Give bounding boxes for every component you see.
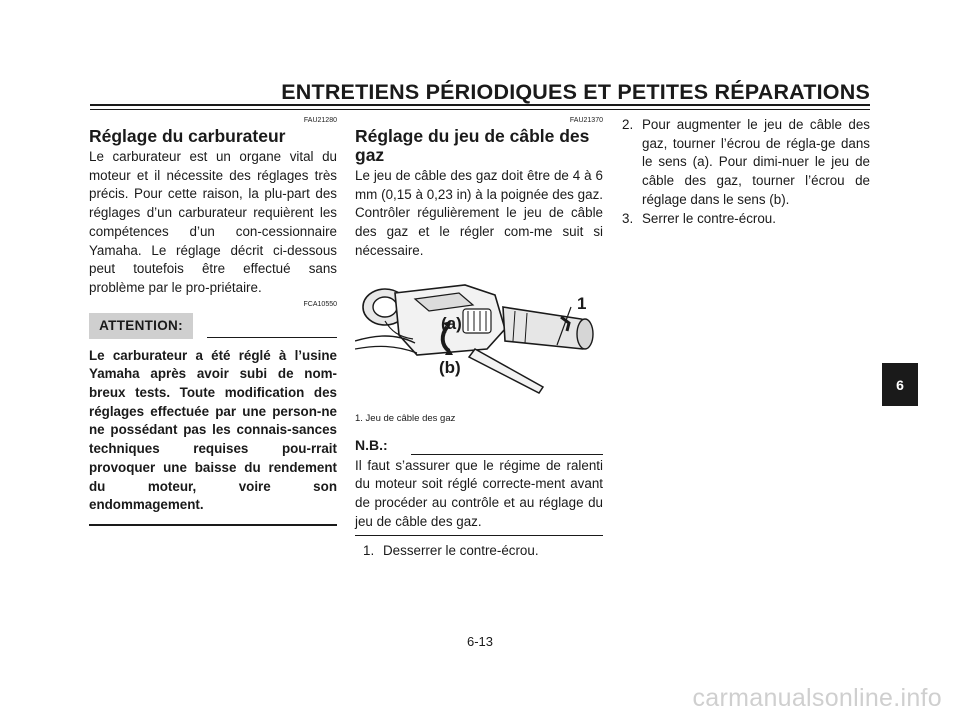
section-heading-carburetor: Réglage du carburateur bbox=[89, 126, 286, 146]
step-2-number: 2. bbox=[622, 117, 634, 132]
attention-end-rule bbox=[89, 524, 337, 526]
column-throttle-cable bbox=[355, 116, 603, 561]
chapter-tab: 6 bbox=[882, 363, 918, 406]
attention-header bbox=[89, 313, 337, 339]
throttle-grip-illustration bbox=[355, 271, 603, 407]
nb-label: N.B.: bbox=[355, 436, 388, 453]
nb-text: Il faut s’assurer que le régime de ralenti du moteur soit réglé correcte-ment avant de procéder au contrôle et au réglage du jeu de câble des gaz. bbox=[355, 457, 603, 529]
attention-rule bbox=[207, 337, 337, 338]
figure-label-b: (b) bbox=[439, 357, 461, 377]
attention-text: Le carburateur a été réglé à l’usine Yamaha après avoir subi de nom-breux tests. Toute modification des réglages effectuée par une person-ne ne possédant pas les connais-sances techniques requises pou-rrait provoquer une baisse du rendement du moteur, voire son endommagement. bbox=[89, 347, 337, 513]
nb-end-rule bbox=[355, 535, 603, 536]
header-rule-thin bbox=[90, 109, 870, 110]
section-code: FAU21370 bbox=[569, 117, 603, 124]
attention-code: FCA10550 bbox=[303, 300, 337, 308]
nb-rule bbox=[411, 454, 603, 455]
step-3-number: 3. bbox=[622, 210, 634, 226]
section-body-carburetor: Le carburateur est un organe vital du moteur et il nécessite des réglages très précis. Pour cette raison, la plu-part des réglages d’un carburateur requièrent les compétences d’un con-cessionnaire Yamaha. Le réglage décrit ci-dessous peut toutefois être effectué sans problème par le pro-priétaire. bbox=[89, 149, 337, 295]
step-1-number: 1. bbox=[363, 543, 375, 559]
step-3 bbox=[622, 210, 870, 229]
column-steps bbox=[622, 116, 870, 228]
nb-header bbox=[355, 437, 603, 457]
step-3-text: Serrer le contre-écrou. bbox=[642, 210, 776, 226]
figure-caption: 1. Jeu de câble des gaz bbox=[355, 412, 456, 424]
step-1-text: Desserrer le contre-écrou. bbox=[383, 543, 539, 559]
watermark: carmanualsonline.info bbox=[692, 684, 942, 712]
attention-badge: ATTENTION: bbox=[89, 313, 193, 339]
step-2 bbox=[622, 116, 870, 210]
section-body-throttle-cable: Le jeu de câble des gaz doit être de 4 à 6 mm (0,15 à 0,23 in) à la poignée des gaz. Contrôler régulièrement le jeu de câble des gaz et le régler com-me suit si nécessaire. bbox=[355, 168, 603, 258]
figure-label-1: 1 bbox=[577, 293, 587, 313]
page-header-title: ENTRETIENS PÉRIODIQUES ET PETITES RÉPARATIONS bbox=[281, 80, 870, 104]
step-2-text: Pour augmenter le jeu de câble des gaz, tourner l’écrou de régla-ge dans le sens (a). Pour dimi-nuer le jeu de câble des gaz, tourner l’écrou de réglage dans le sens (b). bbox=[642, 117, 870, 207]
column-carburetor bbox=[89, 116, 337, 526]
figure-label-a: (a) bbox=[441, 313, 462, 333]
throttle-grip-figure bbox=[355, 271, 603, 407]
section-code: FAU21280 bbox=[303, 117, 337, 124]
header-rule-thick bbox=[90, 104, 870, 106]
step-1 bbox=[355, 542, 603, 561]
page-number: 6-13 bbox=[466, 634, 494, 649]
section-heading-throttle-cable: Réglage du jeu de câble des gaz bbox=[355, 126, 590, 165]
